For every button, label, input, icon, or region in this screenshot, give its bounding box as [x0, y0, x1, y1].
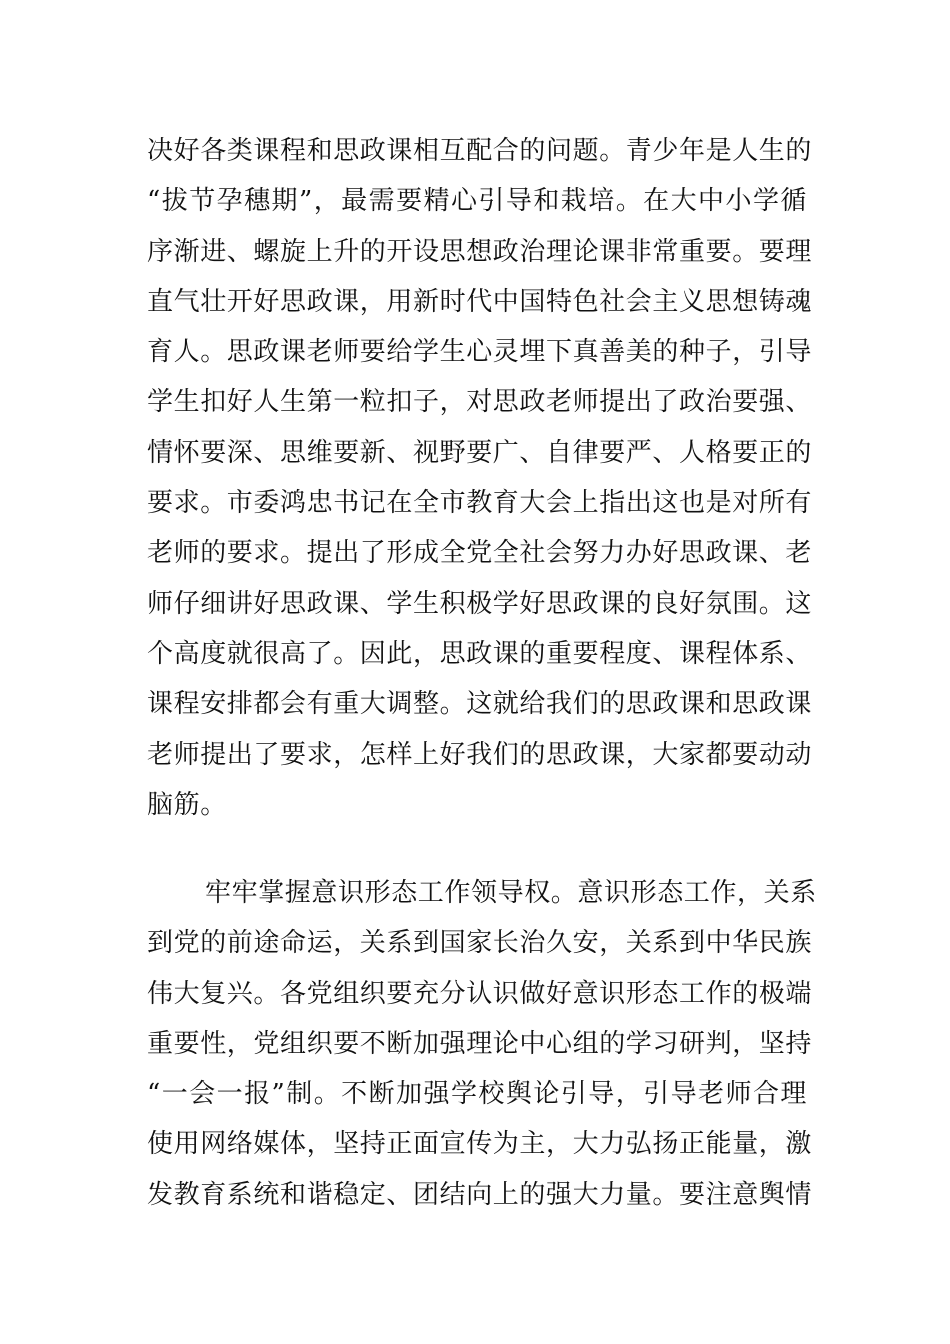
text-line: 牢牢掌握意识形态工作领导权。意识形态工作，关系: [205, 878, 817, 908]
text-line: “一会一报”制。不断加强学校舆论引导，引导老师合理: [147, 1079, 807, 1110]
text-line: 课程安排都会有重大调整。这就给我们的思政课和思政课: [147, 689, 813, 720]
text-line: 要求。市委鸿忠书记在全市教育大会上指出这也是对所有: [147, 488, 813, 519]
text-line: 发教育系统和谐稳定、团结向上的强大力量。要注意舆情: [147, 1179, 813, 1210]
text-line: 序渐进、螺旋上升的开设思想政治理论课非常重要。要理: [147, 236, 813, 267]
text-line: 到党的前途命运，关系到国家长治久安，关系到中华民族: [147, 928, 813, 959]
text-line: 重要性，党组织要不断加强理论中心组的学习研判，坚持: [147, 1028, 813, 1059]
text-line: 使用网络媒体，坚持正面宣传为主，大力弘扬正能量，激: [147, 1129, 813, 1160]
paragraph-1: [147, 126, 813, 830]
text-line: 育人。思政课老师要给学生心灵埋下真善美的种子，引导: [147, 337, 813, 368]
text-line: 学生扣好人生第一粒扣子，对思政老师提出了政治要强、: [147, 387, 813, 418]
text-line: 伟大复兴。各党组织要充分认识做好意识形态工作的极端: [147, 978, 813, 1009]
text-line: 老师的要求。提出了形成全党全社会努力办好思政课、老: [147, 538, 813, 569]
text-line: 老师提出了要求，怎样上好我们的思政课，大家都要动动: [147, 739, 813, 770]
text-line: “拔节孕穗期”，最需要精心引导和栽培。在大中小学循: [147, 186, 807, 217]
text-line: 个高度就很高了。因此，思政课的重要程度、课程体系、: [147, 638, 813, 669]
text-line: 脑筋。: [147, 789, 227, 820]
text-line: 情怀要深、思维要新、视野要广、自律要严、人格要正的: [147, 437, 813, 468]
text-line: 师仔细讲好思政课、学生积极学好思政课的良好氛围。这: [147, 588, 813, 619]
text-line: 直气壮开好思政课，用新时代中国特色社会主义思想铸魂: [147, 286, 813, 317]
text-line: 决好各类课程和思政课相互配合的问题。青少年是人生的: [147, 136, 813, 166]
paragraph-2: [147, 868, 817, 1220]
